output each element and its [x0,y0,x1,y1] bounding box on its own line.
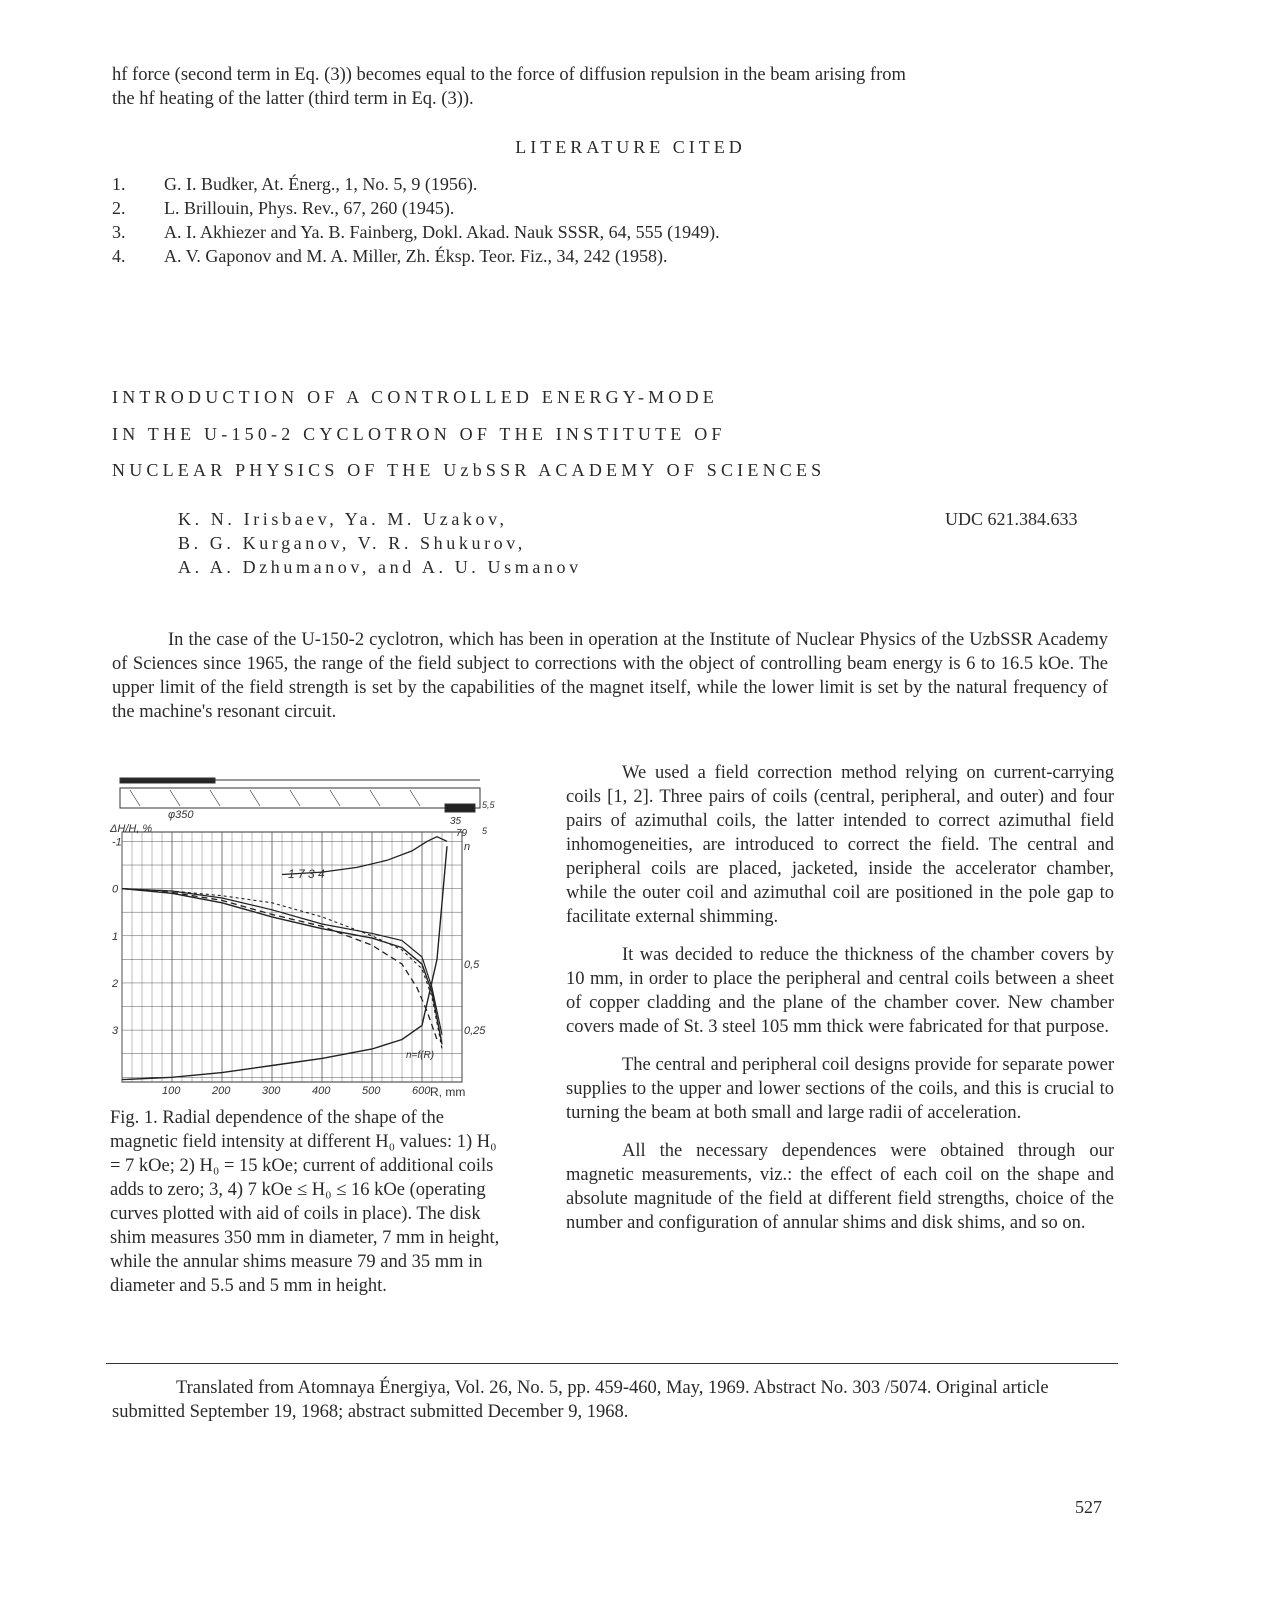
pole-hatch [250,790,260,806]
x-tick-label: 300 [262,1085,281,1097]
chart-series [122,837,447,1080]
right-tick-label: 0,5 [464,959,480,972]
reference-text: A. V. Gaponov and M. A. Miller, Zh. Éksp. Teor. Fiz., 34, 242 (1958). [164,246,668,266]
y-tick-label: 3 [112,1025,119,1038]
pole-hatch [370,790,380,806]
footnote-rule [106,1363,1118,1364]
annotation-5-5: 5,5 [482,800,495,810]
y-tick-label: 2 [112,977,119,990]
paragraph-coils: We used a field correction method relying on current-carrying coils [1, 2]. Three pairs of coils (central, peripheral, and outer) and four pairs of azimuthal coils, the latter intended to correct azimuthal field inhomogeneities, are introduced to correct the field. The central and peripheral coils are placed, jacketed, inside the accelerator chamber, while the outer coil and azimuthal coil are positioned in the pole gap to facilitate external shimming. [566,763,1114,927]
x-tick-label: 100 [162,1085,181,1097]
literature-title: LITERATURE CITED [515,137,746,157]
reference-text: G. I. Budker, At. Énerg., 1, No. 5, 9 (1956). [164,174,478,194]
n-curve-label: n=f(R) [406,1050,435,1061]
x-axis-label: R, mm [430,1085,466,1099]
pole-hatch [410,790,420,806]
authors-line-3: A. A. Dzhumanov, and A. U. Usmanov [178,557,582,577]
paragraph-coil-designs: The central and peripheral coil designs provide for separate power supplies to the upper and lower sections of the coils, and this is crucial to turning the beam at both small and large radii of acceleration. [566,1055,1114,1123]
reference-3 [112,220,720,244]
x-tick-label: 600 [412,1085,431,1097]
pole-hatch [170,790,180,806]
right-tick-label: 0,25 [464,1025,486,1038]
series-line-3 [122,889,437,1040]
x-tick-label: 400 [312,1085,331,1097]
udc-code: UDC 621.384.633 [945,509,1078,529]
translation-footnote: Translated from Atomnaya Énergiya, Vol. 26, No. 5, pp. 459-460, May, 1969. Abstract No. 303 /5074. Original article submitted September 19, 1968; abstract submitted December 9, 1968. [112,1378,1049,1422]
pole-hatch [210,790,220,806]
pole-hatch [130,790,140,806]
paragraph-measurements: All the necessary dependences were obtained through our magnetic measurements, viz.: the effect of each coil on the shape and absolute magnitude of the field at different field strengths, choice of the number and configuration of annular shims and disk shims, and so on. [566,1141,1114,1233]
shim-diagram [120,778,480,812]
authors-line-1: K. N. Irisbaev, Ya. M. Uzakov, [178,509,508,529]
y-tick-label: -1 [112,836,122,849]
lead-paragraph: In the case of the U-150-2 cyclotron, which has been in operation at the Institute of Nuclear Physics of the UzbSSR Academy of Sciences since 1965, the range of the field subject to corrections with the object of controlling beam energy is 6 to 16.5 kOe. The upper limit of the field strength is set by the capabilities of the magnet itself, while the lower limit is set by the natural frequency of the machine's resonant circuit. [112,630,1108,722]
page-number: 527 [1075,1497,1102,1517]
pole-hatch [330,790,340,806]
curve-labels: 1 7 3 4 [288,867,325,881]
figure-caption: Fig. 1. Radial dependence of the shape of the magnetic field intensity at different H₀ values: 1) H₀ = 7 kOe; 2) H₀ = 15 kOe; current of additional coils adds to zero; 3, 4) 7 kOe ≤ H₀ ≤ 16 kOe (operating curves plotted with aid of coils in place). The disk shim measures 350 mm in diameter, 7 mm in height, while the annular shims measure 79 and 35 mm in diameter and 5.5 and 5 mm in height. [110,1108,500,1296]
x-tick-label: 200 [212,1085,231,1097]
reference-number: 4. [112,246,126,266]
y-tick-label: 0 [112,883,119,896]
y-tick-labels [111,836,122,1037]
reference-2 [112,196,454,220]
intro-line-2: the hf heating of the latter (third term in Eq. (3)). [112,89,474,109]
intro-line-1: hf force (second term in Eq. (3)) becomes equal to the force of diffusion repulsion in the beam arising from [112,65,906,85]
reference-number: 1. [112,174,126,194]
article-title-line-3: NUCLEAR PHYSICS OF THE UzbSSR ACADEMY OF SCIENCES [112,460,826,480]
y-tick-label: 1 [112,930,119,943]
annotation-disk-diameter: φ350 [168,809,194,821]
pole-hatch [290,790,300,806]
right-tick-label: n [464,841,471,854]
reference-4 [112,244,668,268]
y-axis-label: ΔH/H, % [110,823,153,835]
article-title-line-1: INTRODUCTION OF A CONTROLLED ENERGY-MODE [112,387,718,407]
x-tick-labels [162,1085,431,1097]
reference-number: 3. [112,222,126,242]
annotation-35: 35 [450,816,462,827]
reference-text: L. Brillouin, Phys. Rev., 67, 260 (1945). [164,198,455,218]
reference-text: A. I. Akhiezer and Ya. B. Fainberg, Dokl. Akad. Nauk SSSR, 64, 555 (1949). [164,222,720,242]
authors-line-2: B. G. Kurganov, V. R. Shukurov, [178,533,526,553]
right-tick-labels [464,841,486,1037]
figure-1-chart [110,760,510,1100]
article-title-line-2: IN THE U-150-2 CYCLOTRON OF THE INSTITUTE OF [112,424,726,444]
right-column [566,761,1114,1235]
reference-number: 2. [112,198,126,218]
paragraph-chamber-covers: It was decided to reduce the thickness of the chamber covers by 10 mm, in order to place the peripheral and central coils between a sheet of copper cladding and the plane of the chamber cover. New chamber covers made of St. 3 steel 105 mm thick were fabricated for that purpose. [566,945,1114,1037]
series-line-n-f-R- [122,846,447,1079]
reference-1 [112,172,477,196]
annotation-5: 5 [482,826,488,836]
pole-tip [120,788,480,808]
annular-shim-79 [445,804,475,812]
x-tick-label: 500 [362,1085,381,1097]
annotation-79: 79 [456,828,468,839]
